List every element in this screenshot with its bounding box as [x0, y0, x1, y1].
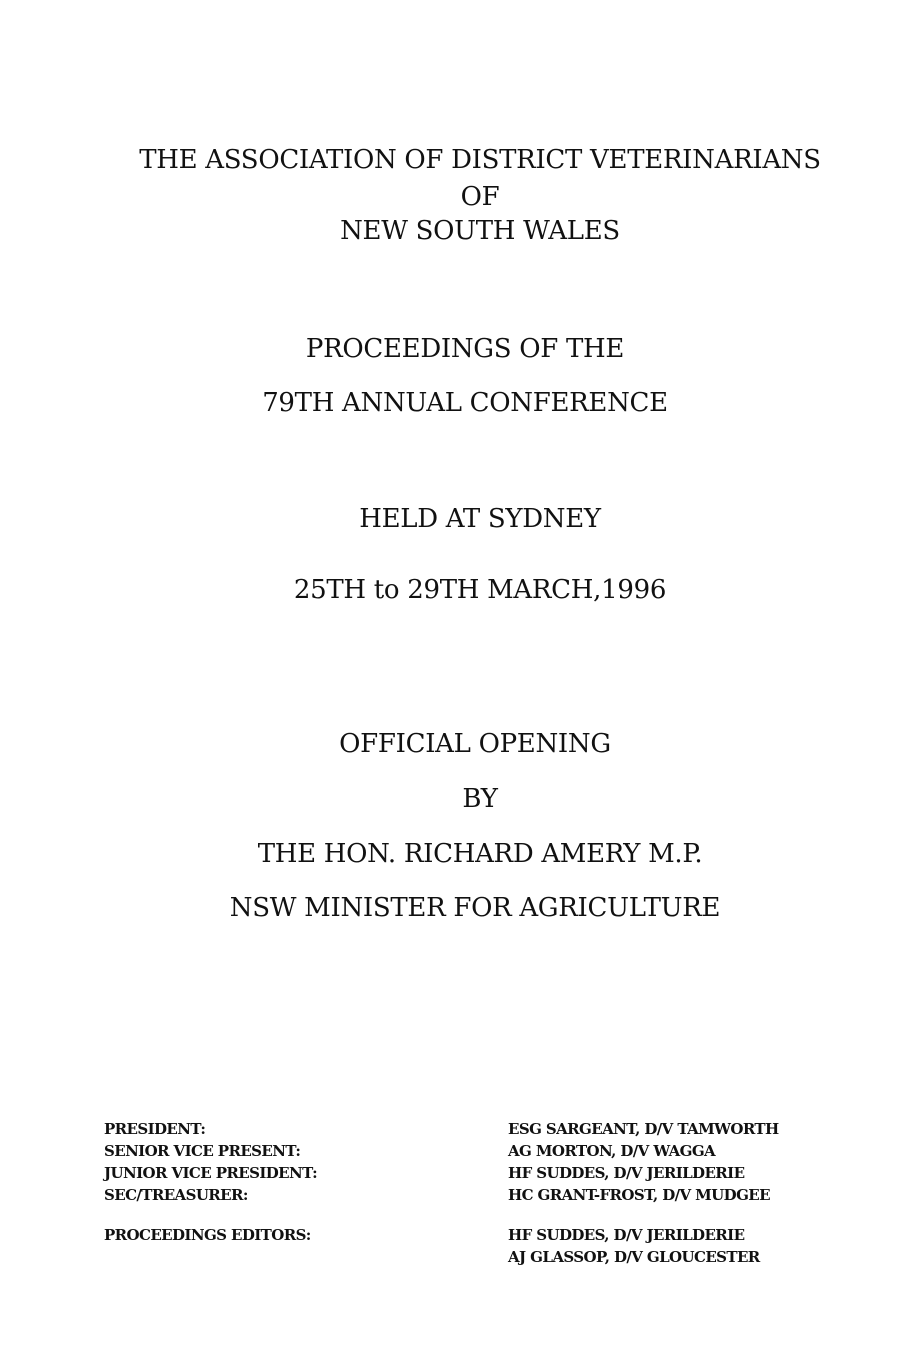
officer-role: JUNIOR VICE PRESIDENT:: [104, 1164, 318, 1182]
officer-row-senior-vice: [104, 1140, 844, 1162]
official-opening-line-1: OFFICIAL OPENING: [339, 729, 611, 759]
officer-name: AG MORTON, D/V WAGGA: [508, 1142, 716, 1160]
official-opening-line-3: THE HON. RICHARD AMERY M.P.: [257, 839, 703, 869]
officer-name: HC GRANT-FROST, D/V MUDGEE: [508, 1186, 770, 1204]
proceedings-title-line-1: PROCEEDINGS OF THE: [305, 334, 625, 364]
conference-venue: HELD AT SYDNEY: [359, 504, 601, 534]
association-name-line-3: NEW SOUTH WALES: [340, 216, 620, 246]
editors-role: PROCEEDINGS EDITORS:: [104, 1226, 311, 1244]
official-opening-line-2: BY: [462, 784, 498, 814]
officer-row-junior-vice: [104, 1162, 844, 1184]
officer-name: ESG SARGEANT, D/V TAMWORTH: [508, 1120, 779, 1138]
officer-role: SEC/TREASURER:: [104, 1186, 248, 1204]
officer-row-sec-treasurer: [104, 1184, 844, 1206]
association-name-line-2: OF: [460, 182, 500, 212]
official-opening-line-4: NSW MINISTER FOR AGRICULTURE: [229, 893, 721, 923]
editor-name: AJ GLASSOP, D/V GLOUCESTER: [508, 1248, 760, 1266]
officer-role: PRESIDENT:: [104, 1120, 206, 1138]
editor-name: HF SUDDES, D/V JERILDERIE: [508, 1226, 745, 1244]
conference-dates: 25TH to 29TH MARCH,1996: [293, 575, 667, 605]
officers-list: [104, 1118, 844, 1268]
association-name-line-1: THE ASSOCIATION OF DISTRICT VETERINARIANS: [139, 145, 821, 175]
officer-row-president: [104, 1118, 844, 1140]
proceedings-title-line-2: 79TH ANNUAL CONFERENCE: [262, 388, 668, 418]
editors-row-1: [104, 1224, 844, 1246]
officer-name: HF SUDDES, D/V JERILDERIE: [508, 1164, 745, 1182]
editors-row-2: [104, 1246, 844, 1268]
officer-role: SENIOR VICE PRESENT:: [104, 1142, 301, 1160]
